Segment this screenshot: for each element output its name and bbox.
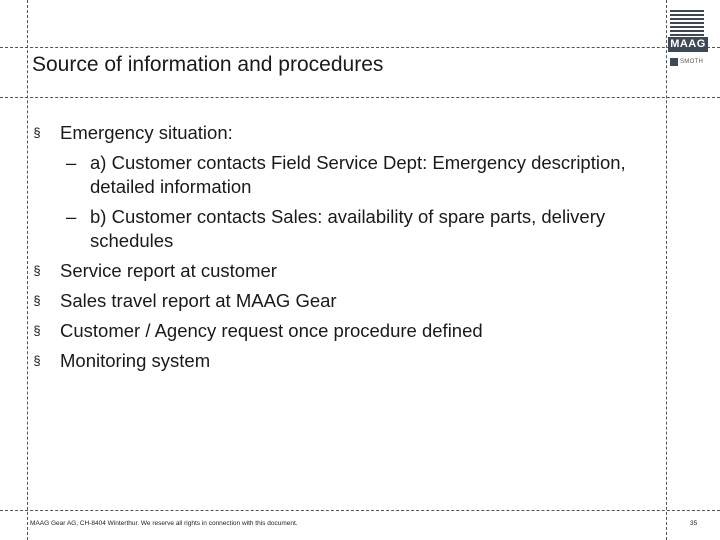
top-guide-line — [0, 47, 720, 48]
page-number: 35 — [690, 520, 698, 527]
list-item-text: Emergency situation: — [60, 122, 233, 143]
bullet-icon: § — [33, 125, 41, 140]
bullet-icon: § — [33, 263, 41, 278]
list-item-text: Customer / Agency request once procedure defined — [60, 320, 483, 341]
logo-sub — [670, 57, 703, 67]
list-item — [30, 286, 670, 316]
logo-sub-text: SMOTH — [680, 59, 704, 65]
sub-list-item — [30, 202, 670, 256]
left-guide-line — [27, 0, 28, 540]
dash-icon: – — [66, 152, 77, 173]
list-item-text: Sales travel report at MAAG Gear — [60, 290, 337, 311]
list-item-text: Monitoring system — [60, 350, 211, 371]
page-title: Source of information and procedures — [32, 53, 384, 76]
sub-list-item — [30, 148, 670, 202]
logo-brand: MAAG — [668, 37, 708, 52]
sub-list-item-text: a) Customer contacts Field Service Dept: Emergency description, detailed information — [90, 152, 626, 197]
list-item — [30, 316, 670, 346]
list-item — [30, 256, 670, 286]
logo-sub-mark — [670, 58, 678, 66]
list-item — [30, 346, 670, 376]
maag-logo-icon — [666, 10, 710, 70]
list-item — [30, 118, 670, 148]
sub-list-item-text: b) Customer contacts Sales: availability of spare parts, delivery schedules — [90, 206, 606, 251]
dash-icon: – — [66, 206, 77, 227]
logo-stripes — [670, 10, 704, 36]
bullet-icon: § — [33, 293, 41, 308]
footer-text: MAAG Gear AG, CH-8404 Winterthur. We reserve all rights in connection with this document. — [30, 520, 298, 527]
list-item-text: Service report at customer — [60, 260, 277, 281]
bullet-icon: § — [33, 323, 41, 338]
bullet-list — [30, 118, 670, 376]
footer-guide-line — [0, 510, 720, 511]
bullet-icon: § — [33, 353, 41, 368]
header-guide-line — [0, 97, 720, 98]
